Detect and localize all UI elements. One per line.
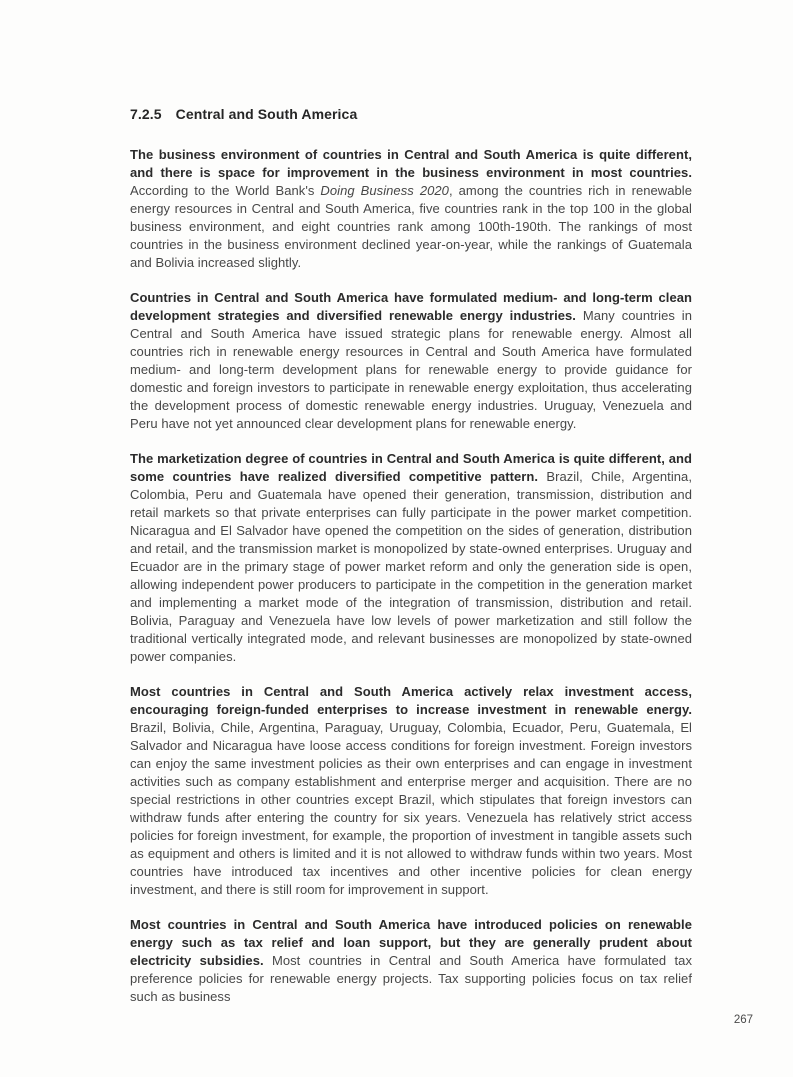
paragraph-1-lead: The business environment of countries in Central and South America is quite different, and there is space for improvement in the business environment in most countries.: [130, 147, 692, 180]
page-number: 267: [733, 1014, 753, 1026]
paragraph-5-lead: Most countries in Central and South America have introduced policies on renewable energy such as tax relief and loan support, but they are generally prudent about electricity subsidies.: [130, 917, 692, 968]
paragraph-2: [130, 289, 692, 433]
paragraph-5-body: Most countries in Central and South America have formulated tax preference policies for renewable energy projects. Tax supporting policies focus on tax relief such as business: [130, 953, 692, 1004]
paragraph-3-lead: The marketization degree of countries in Central and South America is quite different, and some countries have realized diversified competitive pattern.: [130, 451, 692, 484]
paragraph-1: [130, 146, 692, 272]
paragraph-1-report-title: Doing Business 2020: [320, 183, 449, 198]
paragraph-2-body: Many countries in Central and South America have issued strategic plans for renewable energy. Almost all countries rich in renewable energy resources in Central and South America have formulated medium- and long-term development plans for renewable energy to provide guidance for domestic and foreign investors to participate in renewable energy exploitation, thus accelerating the development process of domestic renewable energy industries. Uruguay, Venezuela and Peru have not yet announced clear development plans for renewable energy.: [130, 308, 693, 431]
paragraph-4-lead: Most countries in Central and South America actively relax investment access, encouraging foreign-funded enterprises to increase investment in renewable energy.: [130, 684, 692, 717]
paragraph-1-body-post: , among the countries rich in renewable energy resources in Central and South America, five countries rank in the top 100 in the global business environment, and eight countries rank among 100th-190th. The rankings of most countries in the business environment declined year-on-year, while the rankings of Guatemala and Bolivia increased slightly.: [130, 183, 692, 270]
text-column: [130, 106, 692, 1023]
section-title: Central and South America: [175, 106, 358, 122]
paragraph-2-lead: Countries in Central and South America have formulated medium- and long-term clean development strategies and diversified renewable energy industries.: [130, 290, 692, 323]
paragraph-3: [130, 450, 692, 666]
paragraph-5: [130, 916, 692, 1006]
paragraph-1-body-pre: According to the World Bank's: [130, 183, 321, 198]
section-heading: [130, 106, 692, 122]
section-number: 7.2.5: [130, 106, 162, 122]
paragraph-4: [130, 683, 692, 899]
paragraph-3-body: Brazil, Chile, Argentina, Colombia, Peru and Guatemala have opened their generation, transmission, distribution and retail markets so that private enterprises can fully participate in the power market competition. Nicaragua and El Salvador have opened the competition on the sides of generation, distribution and retail, and the transmission market is monopolized by state-owned enterprises. Uruguay and Ecuador are in the primary stage of power market reform and only the generation side is open, allowing independent power producers to participate in the competition in the generation market and implementing a market mode of the integration of transmission, distribution and retail. Bolivia, Paraguay and Venezuela have low levels of power marketization and still follow the traditional vertically integrated mode, and relevant businesses are monopolized by state-owned power companies.: [130, 469, 693, 664]
paragraph-4-body: Brazil, Bolivia, Chile, Argentina, Paraguay, Uruguay, Colombia, Ecuador, Peru, Guatemala, El Salvador and Nicaragua have loose access conditions for foreign investment. Foreign investors can enjoy the same investment policies as their own enterprises and can engage in investment activities such as company establishment and enterprise merger and acquisition. There are no special restrictions in other countries except Brazil, which stipulates that foreign investors can withdraw funds after entering the country for six years. Venezuela has relatively strict access policies for foreign investment, for example, the proportion of investment in tangible assets such as equipment and others is limited and it is not allowed to withdraw funds within two years. Most countries have introduced tax incentives and other incentive policies for clean energy investment, and there is still room for improvement in support.: [130, 720, 692, 897]
